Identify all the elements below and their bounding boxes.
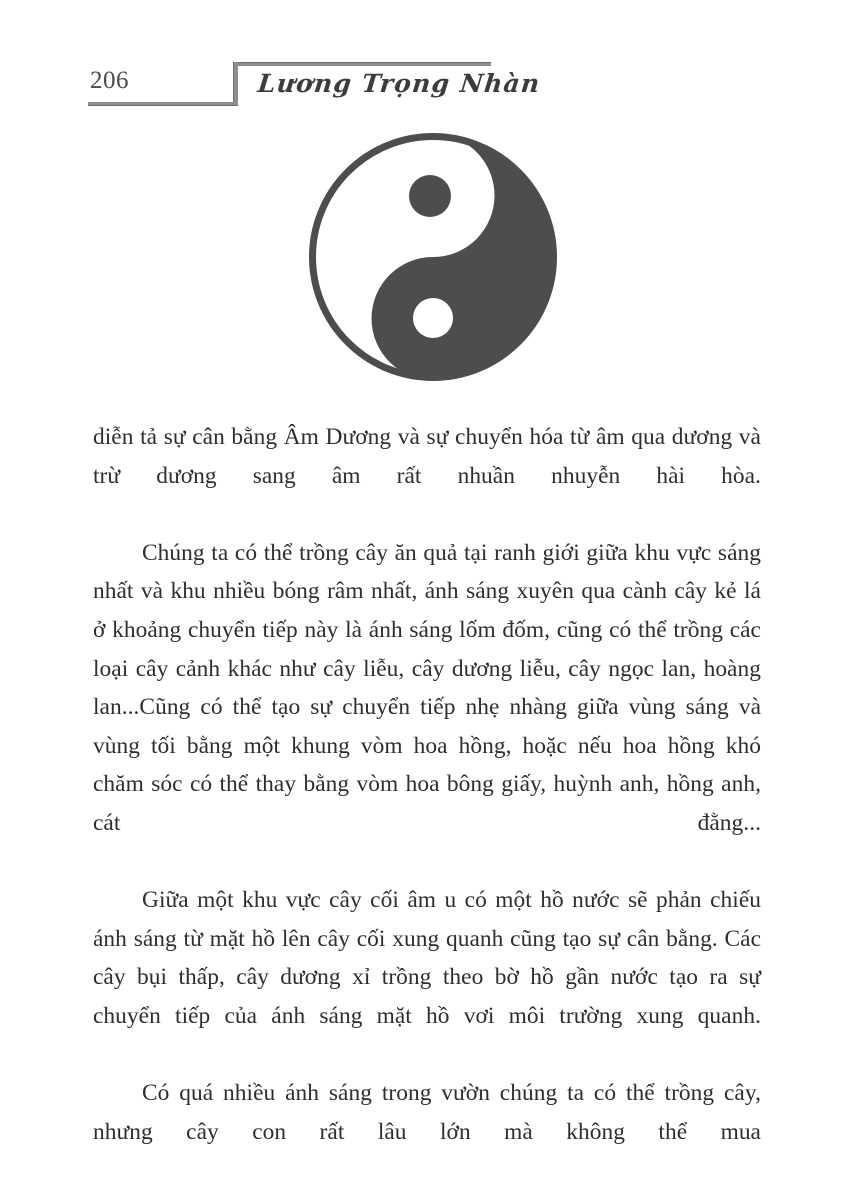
paragraph-3: Giữa một khu vực cây cối âm u có một hồ nước sẽ phản chiếu ánh sáng từ mặt hồ lên cây cối xung quanh cũng tạo sự cân bằng. Các cây bụi thấp, cây dương xỉ trồng theo bờ hồ gần nước tạo ra sự chuyển tiếp của ánh sáng mặt hồ vơi môi trường xung quanh. [93,887,761,1029]
running-head [88,62,542,118]
yang-dot-light [413,298,453,338]
page-number: 206 [90,67,129,94]
yin-yang-icon [308,132,558,382]
body-text-column [93,418,761,1190]
running-head-rule-underline [88,102,238,106]
yin-yang-figure [308,132,558,382]
running-head-rule-vertical [233,62,238,106]
paragraph-1: diễn tả sự cân bằng Âm Dương và sự chuyển hóa từ âm qua dương và trừ dương sang âm rất nhuần nhuyễn hài hòa. [93,424,761,489]
yin-dot-dark [409,175,451,217]
paragraph-2: Chúng ta có thể trồng cây ăn quả tại ranh giới giữa khu vực sáng nhất và khu nhiều bóng râm nhất, ánh sáng xuyên qua cành cây kẻ lá ở khoảng chuyển tiếp này là ánh sáng lốm đốm, cũng có thể trồng các loại cây cảnh khác như cây liễu, cây dương liễu, cây ngọc lan, hoàng lan...Cũng có thể tạo sự chuyển tiếp nhẹ nhàng giữa vùng sáng và vùng tối bằng một khung vòm hoa hồng, hoặc nếu hoa hồng khó chăm sóc có thể thay bằng vòm hoa bông giấy, huỳnh anh, hồng anh, cát đằng... [93,539,761,836]
paragraph-4: Có quá nhiều ánh sáng trong vườn chúng ta có thể trồng cây, nhưng cây con rất lâu lớn mà không thể mua [93,1080,761,1145]
running-head-author: Lương Trọng Nhàn [256,69,542,98]
